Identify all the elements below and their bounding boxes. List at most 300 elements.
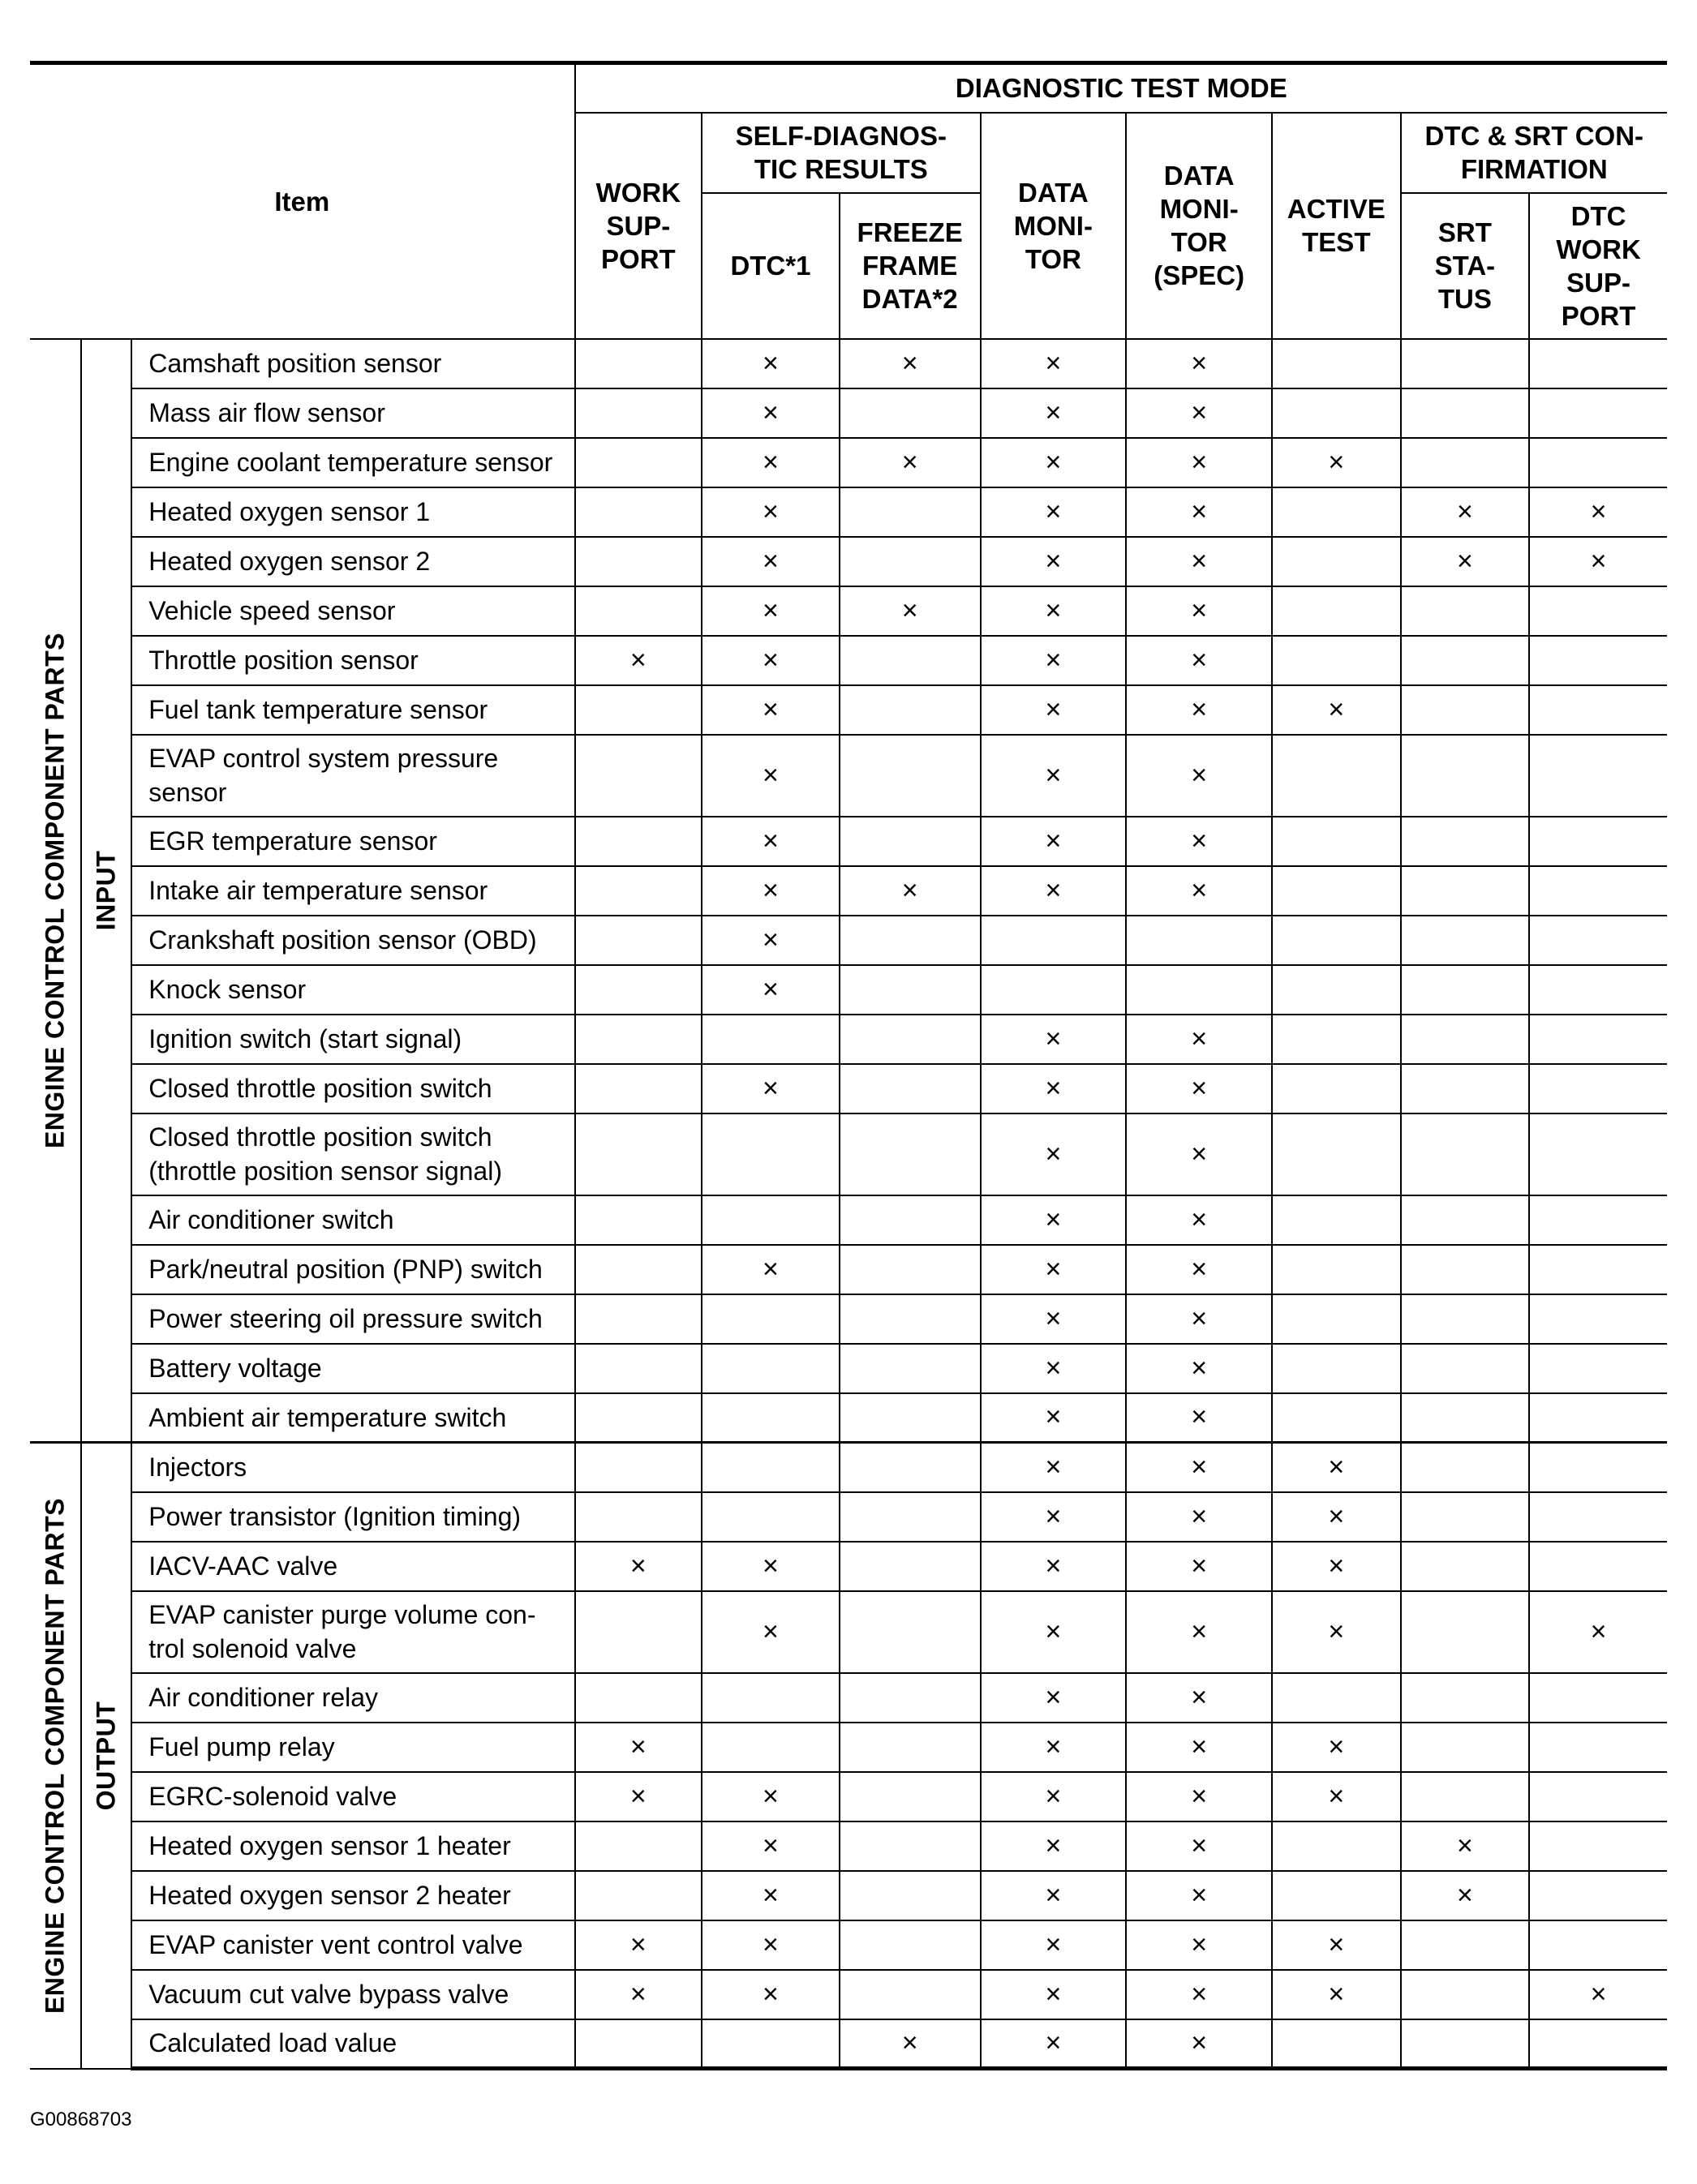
mark-cell-work-support [575, 537, 702, 586]
mark-cell-freeze-frame-data [840, 1113, 981, 1195]
mark-cell-data-monitor-spec: × [1126, 1723, 1272, 1772]
mark-cell-active-test: × [1272, 1443, 1401, 1492]
subcategory-label: INPUT [91, 850, 121, 930]
mark-cell-work-support [575, 1195, 702, 1245]
mark-cell-data-monitor [981, 965, 1127, 1015]
mark-cell-srt-status [1401, 1970, 1530, 2019]
mark-cell-dtc: × [702, 339, 840, 388]
item-name-text: Power transistor (Ignition timing) [148, 1502, 522, 1531]
item-name [131, 1821, 574, 1871]
mark-cell-data-monitor: × [981, 1723, 1127, 1772]
item-name-text: Throttle position sensor [148, 646, 419, 675]
mark-cell-active-test [1272, 1064, 1401, 1113]
table-row [30, 1443, 1667, 1492]
mark-cell-data-monitor: × [981, 339, 1127, 388]
item-name [131, 1492, 574, 1542]
mark-cell-dtc-work-support: × [1529, 1591, 1667, 1673]
mark-cell-dtc-work-support [1529, 1064, 1667, 1113]
item-name-text: Heated oxygen sensor 2 heater [148, 1881, 511, 1910]
mark-cell-data-monitor-spec: × [1126, 636, 1272, 685]
item-name-text: Intake air temperature sensor [148, 876, 488, 905]
mark-cell-data-monitor: × [981, 1821, 1127, 1871]
row-group-output [81, 1443, 132, 2069]
mark-cell-data-monitor-spec: × [1126, 388, 1272, 438]
mark-cell-data-monitor-spec: × [1126, 537, 1272, 586]
item-name [131, 1443, 574, 1492]
mark-cell-work-support [575, 1245, 702, 1294]
table-row [30, 537, 1667, 586]
item-name-text: Battery voltage [148, 1354, 322, 1383]
table-row [30, 1195, 1667, 1245]
table-row [30, 1970, 1667, 2019]
mark-cell-data-monitor-spec: × [1126, 1393, 1272, 1443]
mark-cell-freeze-frame-data [840, 537, 981, 586]
item-name-text: Injectors [148, 1452, 247, 1482]
item-name [131, 1393, 574, 1443]
mark-cell-active-test [1272, 1673, 1401, 1723]
mark-cell-data-monitor: × [981, 817, 1127, 866]
mark-cell-work-support [575, 735, 702, 817]
mark-cell-dtc-work-support [1529, 1015, 1667, 1064]
mark-cell-freeze-frame-data: × [840, 339, 981, 388]
mark-cell-work-support [575, 438, 702, 487]
mark-cell-data-monitor-spec: × [1126, 866, 1272, 916]
table-row [30, 1015, 1667, 1064]
item-name-text: Air conditioner relay [148, 1683, 379, 1712]
mark-cell-srt-status [1401, 388, 1530, 438]
mark-cell-work-support: × [575, 1970, 702, 2019]
mark-cell-data-monitor-spec: × [1126, 487, 1272, 537]
mark-cell-freeze-frame-data [840, 817, 981, 866]
mark-cell-work-support [575, 965, 702, 1015]
mark-cell-dtc-work-support [1529, 916, 1667, 965]
mark-cell-freeze-frame-data [840, 1821, 981, 1871]
mark-cell-dtc: × [702, 735, 840, 817]
mark-cell-work-support [575, 1393, 702, 1443]
mark-cell-srt-status [1401, 1920, 1530, 1970]
category-label: ENGINE CONTROL COMPONENT PARTS [40, 632, 70, 1148]
mark-cell-dtc-work-support [1529, 965, 1667, 1015]
item-name [131, 866, 574, 916]
mark-cell-data-monitor-spec: × [1126, 1871, 1272, 1920]
column-header-dtc-work-support: DTC WORK SUP- PORT [1529, 193, 1667, 339]
item-name-text: EVAP canister purge volume con- trol solenoid valve [148, 1600, 536, 1663]
mark-cell-dtc: × [702, 817, 840, 866]
mark-cell-srt-status [1401, 735, 1530, 817]
table-row [30, 817, 1667, 866]
mark-cell-dtc-work-support [1529, 586, 1667, 636]
mark-cell-dtc-work-support: × [1529, 537, 1667, 586]
mark-cell-dtc-work-support [1529, 636, 1667, 685]
mark-cell-work-support [575, 1673, 702, 1723]
row-group-category-input [30, 339, 81, 1443]
mark-cell-srt-status [1401, 1443, 1530, 1492]
item-name-text: Knock sensor [148, 975, 307, 1004]
mark-cell-work-support: × [575, 1542, 702, 1591]
mark-cell-data-monitor: × [981, 1344, 1127, 1393]
mark-cell-active-test [1272, 1294, 1401, 1344]
mark-cell-data-monitor: × [981, 586, 1127, 636]
table-row [30, 735, 1667, 817]
mark-cell-active-test [1272, 817, 1401, 866]
mark-cell-work-support: × [575, 636, 702, 685]
mark-cell-data-monitor-spec: × [1126, 1920, 1272, 1970]
mark-cell-dtc [702, 2019, 840, 2069]
mark-cell-freeze-frame-data [840, 388, 981, 438]
mark-cell-active-test [1272, 1113, 1401, 1195]
item-name-text: Mass air flow sensor [148, 398, 385, 427]
item-name [131, 1591, 574, 1673]
mark-cell-freeze-frame-data: × [840, 2019, 981, 2069]
item-name [131, 2019, 574, 2069]
mark-cell-data-monitor: × [981, 2019, 1127, 2069]
mark-cell-work-support [575, 916, 702, 965]
mark-cell-data-monitor: × [981, 537, 1127, 586]
mark-cell-active-test [1272, 388, 1401, 438]
mark-cell-active-test [1272, 1871, 1401, 1920]
mark-cell-srt-status [1401, 438, 1530, 487]
table-row [30, 1492, 1667, 1542]
item-name-text: EGRC-solenoid valve [148, 1782, 397, 1811]
mark-cell-dtc [702, 1113, 840, 1195]
mark-cell-data-monitor: × [981, 735, 1127, 817]
mark-cell-srt-status [1401, 1294, 1530, 1344]
mark-cell-active-test [1272, 735, 1401, 817]
mark-cell-freeze-frame-data [840, 1492, 981, 1542]
mark-cell-dtc-work-support: × [1529, 487, 1667, 537]
mark-cell-data-monitor: × [981, 636, 1127, 685]
mark-cell-work-support [575, 388, 702, 438]
mark-cell-dtc [702, 1673, 840, 1723]
item-name-text: EVAP control system pressure sensor [148, 744, 499, 807]
mark-cell-work-support [575, 1113, 702, 1195]
mark-cell-active-test [1272, 1344, 1401, 1393]
mark-cell-dtc [702, 1443, 840, 1492]
item-name-text: EGR temperature sensor [148, 826, 437, 856]
mark-cell-data-monitor-spec: × [1126, 735, 1272, 817]
table-row [30, 586, 1667, 636]
item-name [131, 1245, 574, 1294]
mark-cell-active-test: × [1272, 1772, 1401, 1821]
item-name-text: Fuel tank temperature sensor [148, 695, 488, 724]
mark-cell-freeze-frame-data [840, 1064, 981, 1113]
mark-cell-srt-status [1401, 1542, 1530, 1591]
mark-cell-srt-status [1401, 916, 1530, 965]
mark-cell-data-monitor: × [981, 1970, 1127, 2019]
item-name [131, 1064, 574, 1113]
mark-cell-dtc-work-support [1529, 438, 1667, 487]
mark-cell-dtc [702, 1393, 840, 1443]
mark-cell-dtc-work-support [1529, 1393, 1667, 1443]
item-name-text: Calculated load value [148, 2028, 397, 2058]
item-name [131, 735, 574, 817]
item-name-text: Air conditioner switch [148, 1205, 394, 1234]
mark-cell-dtc: × [702, 537, 840, 586]
mark-cell-data-monitor: × [981, 388, 1127, 438]
table-row [30, 1393, 1667, 1443]
mark-cell-freeze-frame-data [840, 1591, 981, 1673]
mark-cell-data-monitor-spec: × [1126, 1970, 1272, 2019]
mark-cell-dtc-work-support [1529, 1294, 1667, 1344]
mark-cell-freeze-frame-data [840, 636, 981, 685]
item-name [131, 487, 574, 537]
mark-cell-data-monitor-spec: × [1126, 586, 1272, 636]
mark-cell-data-monitor: × [981, 438, 1127, 487]
mark-cell-active-test [1272, 2019, 1401, 2069]
mark-cell-active-test [1272, 586, 1401, 636]
mark-cell-freeze-frame-data [840, 1344, 981, 1393]
table-row [30, 339, 1667, 388]
table-row [30, 916, 1667, 965]
mark-cell-dtc [702, 1492, 840, 1542]
mark-cell-data-monitor-spec: × [1126, 1591, 1272, 1673]
mark-cell-active-test: × [1272, 1542, 1401, 1591]
mark-cell-srt-status [1401, 685, 1530, 735]
mark-cell-data-monitor-spec: × [1126, 1772, 1272, 1821]
mark-cell-data-monitor-spec: × [1126, 1542, 1272, 1591]
item-name-text: Heated oxygen sensor 1 [148, 497, 431, 526]
mark-cell-dtc [702, 1015, 840, 1064]
mark-cell-data-monitor-spec: × [1126, 1344, 1272, 1393]
mark-cell-data-monitor: × [981, 1245, 1127, 1294]
table-row [30, 636, 1667, 685]
mark-cell-freeze-frame-data [840, 735, 981, 817]
diagnostic-test-mode-table [30, 61, 1667, 2070]
item-name-text: Park/neutral position (PNP) switch [148, 1255, 543, 1284]
mark-cell-active-test: × [1272, 1920, 1401, 1970]
mark-cell-dtc-work-support [1529, 1492, 1667, 1542]
mark-cell-dtc: × [702, 1772, 840, 1821]
mark-cell-data-monitor: × [981, 1492, 1127, 1542]
item-name [131, 1673, 574, 1723]
mark-cell-dtc [702, 1195, 840, 1245]
table-row [30, 1920, 1667, 1970]
mark-cell-freeze-frame-data [840, 1294, 981, 1344]
table-row [30, 1673, 1667, 1723]
item-name [131, 1871, 574, 1920]
mark-cell-dtc-work-support [1529, 735, 1667, 817]
mark-cell-srt-status [1401, 866, 1530, 916]
mark-cell-srt-status [1401, 2019, 1530, 2069]
mark-cell-srt-status [1401, 339, 1530, 388]
mark-cell-work-support: × [575, 1723, 702, 1772]
mark-cell-active-test: × [1272, 1970, 1401, 2019]
mark-cell-srt-status: × [1401, 1821, 1530, 1871]
mark-cell-dtc-work-support [1529, 685, 1667, 735]
category-label: ENGINE CONTROL COMPONENT PARTS [40, 1497, 70, 2014]
column-header-active-test: ACTIVE TEST [1272, 113, 1401, 339]
mark-cell-active-test [1272, 537, 1401, 586]
mark-cell-active-test: × [1272, 438, 1401, 487]
mark-cell-dtc: × [702, 1542, 840, 1591]
mark-cell-dtc: × [702, 586, 840, 636]
mark-cell-freeze-frame-data [840, 1245, 981, 1294]
mark-cell-data-monitor-spec: × [1126, 1195, 1272, 1245]
diagnostic-mode-table-sheet [30, 61, 1667, 2070]
mark-cell-dtc-work-support [1529, 1772, 1667, 1821]
item-name [131, 1195, 574, 1245]
item-name [131, 1542, 574, 1591]
mark-cell-data-monitor-spec [1126, 916, 1272, 965]
row-group-input [81, 339, 132, 1443]
mark-cell-srt-status [1401, 1344, 1530, 1393]
mark-cell-active-test [1272, 1195, 1401, 1245]
mark-cell-work-support [575, 1344, 702, 1393]
mark-cell-active-test: × [1272, 1492, 1401, 1542]
mark-cell-data-monitor-spec: × [1126, 1443, 1272, 1492]
table-row [30, 1542, 1667, 1591]
mark-cell-work-support [575, 1015, 702, 1064]
mark-cell-data-monitor: × [981, 1393, 1127, 1443]
mark-cell-freeze-frame-data [840, 965, 981, 1015]
mark-cell-srt-status [1401, 636, 1530, 685]
mark-cell-data-monitor: × [981, 1920, 1127, 1970]
item-name-text: EVAP canister vent control valve [148, 1930, 523, 1959]
mark-cell-freeze-frame-data [840, 1015, 981, 1064]
item-name [131, 1920, 574, 1970]
table-row [30, 1591, 1667, 1673]
mark-cell-active-test [1272, 1821, 1401, 1871]
item-name [131, 965, 574, 1015]
mark-cell-active-test [1272, 487, 1401, 537]
mark-cell-dtc: × [702, 438, 840, 487]
table-row [30, 1064, 1667, 1113]
mark-cell-data-monitor-spec: × [1126, 2019, 1272, 2069]
mark-cell-dtc-work-support [1529, 1195, 1667, 1245]
mark-cell-active-test [1272, 1015, 1401, 1064]
column-header-diagnostic-test-mode: DIAGNOSTIC TEST MODE [575, 63, 1667, 113]
mark-cell-dtc: × [702, 965, 840, 1015]
mark-cell-work-support [575, 1591, 702, 1673]
item-name [131, 1723, 574, 1772]
mark-cell-freeze-frame-data [840, 1871, 981, 1920]
mark-cell-dtc: × [702, 1821, 840, 1871]
column-header-data-monitor-spec: DATA MONI- TOR (SPEC) [1126, 113, 1272, 339]
mark-cell-data-monitor: × [981, 1195, 1127, 1245]
table-row [30, 2019, 1667, 2069]
mark-cell-dtc: × [702, 685, 840, 735]
column-header-self-diagnostic-results: SELF-DIAGNOS- TIC RESULTS [702, 113, 980, 193]
mark-cell-dtc [702, 1344, 840, 1393]
mark-cell-work-support [575, 866, 702, 916]
item-name [131, 916, 574, 965]
mark-cell-dtc [702, 1294, 840, 1344]
mark-cell-freeze-frame-data [840, 1542, 981, 1591]
mark-cell-freeze-frame-data [840, 1393, 981, 1443]
item-name-text: Crankshaft position sensor (OBD) [148, 925, 537, 955]
mark-cell-dtc-work-support [1529, 1344, 1667, 1393]
table-row [30, 685, 1667, 735]
item-name [131, 1113, 574, 1195]
mark-cell-dtc: × [702, 1920, 840, 1970]
item-name-text: Fuel pump relay [148, 1732, 335, 1761]
mark-cell-active-test [1272, 339, 1401, 388]
mark-cell-freeze-frame-data [840, 1970, 981, 2019]
mark-cell-data-monitor: × [981, 1871, 1127, 1920]
mark-cell-dtc-work-support [1529, 1821, 1667, 1871]
mark-cell-data-monitor: × [981, 1294, 1127, 1344]
table-row [30, 1245, 1667, 1294]
item-name-text: Vacuum cut valve bypass valve [148, 1980, 509, 2009]
mark-cell-srt-status [1401, 1195, 1530, 1245]
table-row [30, 438, 1667, 487]
mark-cell-dtc-work-support [1529, 339, 1667, 388]
mark-cell-srt-status [1401, 1492, 1530, 1542]
mark-cell-dtc: × [702, 1871, 840, 1920]
mark-cell-data-monitor-spec: × [1126, 1245, 1272, 1294]
mark-cell-srt-status [1401, 1245, 1530, 1294]
mark-cell-work-support [575, 1821, 702, 1871]
mark-cell-dtc: × [702, 636, 840, 685]
mark-cell-active-test [1272, 866, 1401, 916]
mark-cell-srt-status [1401, 1591, 1530, 1673]
item-name [131, 1970, 574, 2019]
mark-cell-active-test [1272, 965, 1401, 1015]
item-name [131, 388, 574, 438]
mark-cell-data-monitor: × [981, 1015, 1127, 1064]
mark-cell-freeze-frame-data: × [840, 586, 981, 636]
mark-cell-active-test: × [1272, 685, 1401, 735]
table-row [30, 1772, 1667, 1821]
column-header-dtc-srt-confirmation: DTC & SRT CON- FIRMATION [1401, 113, 1667, 193]
mark-cell-dtc-work-support [1529, 1871, 1667, 1920]
mark-cell-dtc-work-support [1529, 388, 1667, 438]
column-header-srt-status: SRT STA- TUS [1401, 193, 1530, 339]
mark-cell-srt-status [1401, 1723, 1530, 1772]
mark-cell-active-test [1272, 916, 1401, 965]
item-name [131, 537, 574, 586]
mark-cell-dtc-work-support [1529, 817, 1667, 866]
mark-cell-dtc-work-support: × [1529, 1970, 1667, 2019]
mark-cell-freeze-frame-data [840, 487, 981, 537]
mark-cell-active-test: × [1272, 1723, 1401, 1772]
item-name-text: Power steering oil pressure switch [148, 1304, 543, 1333]
item-name [131, 438, 574, 487]
mark-cell-data-monitor-spec [1126, 965, 1272, 1015]
table-row [30, 1821, 1667, 1871]
mark-cell-data-monitor: × [981, 1443, 1127, 1492]
mark-cell-dtc: × [702, 487, 840, 537]
mark-cell-data-monitor: × [981, 1772, 1127, 1821]
mark-cell-work-support [575, 1064, 702, 1113]
mark-cell-freeze-frame-data: × [840, 866, 981, 916]
table-row [30, 1723, 1667, 1772]
item-name-text: Vehicle speed sensor [148, 596, 396, 625]
mark-cell-work-support [575, 339, 702, 388]
mark-cell-active-test [1272, 636, 1401, 685]
mark-cell-dtc-work-support [1529, 1673, 1667, 1723]
mark-cell-dtc [702, 1723, 840, 1772]
table-row [30, 1344, 1667, 1393]
mark-cell-srt-status [1401, 965, 1530, 1015]
mark-cell-work-support: × [575, 1920, 702, 1970]
mark-cell-dtc-work-support [1529, 1245, 1667, 1294]
mark-cell-dtc-work-support [1529, 1723, 1667, 1772]
mark-cell-data-monitor: × [981, 1113, 1127, 1195]
mark-cell-dtc: × [702, 388, 840, 438]
item-name [131, 1772, 574, 1821]
mark-cell-data-monitor-spec: × [1126, 339, 1272, 388]
mark-cell-dtc-work-support [1529, 2019, 1667, 2069]
mark-cell-srt-status [1401, 1064, 1530, 1113]
item-name [131, 685, 574, 735]
mark-cell-dtc: × [702, 866, 840, 916]
mark-cell-data-monitor-spec: × [1126, 817, 1272, 866]
mark-cell-data-monitor: × [981, 866, 1127, 916]
mark-cell-data-monitor-spec: × [1126, 1015, 1272, 1064]
mark-cell-active-test: × [1272, 1591, 1401, 1673]
mark-cell-freeze-frame-data [840, 1443, 981, 1492]
